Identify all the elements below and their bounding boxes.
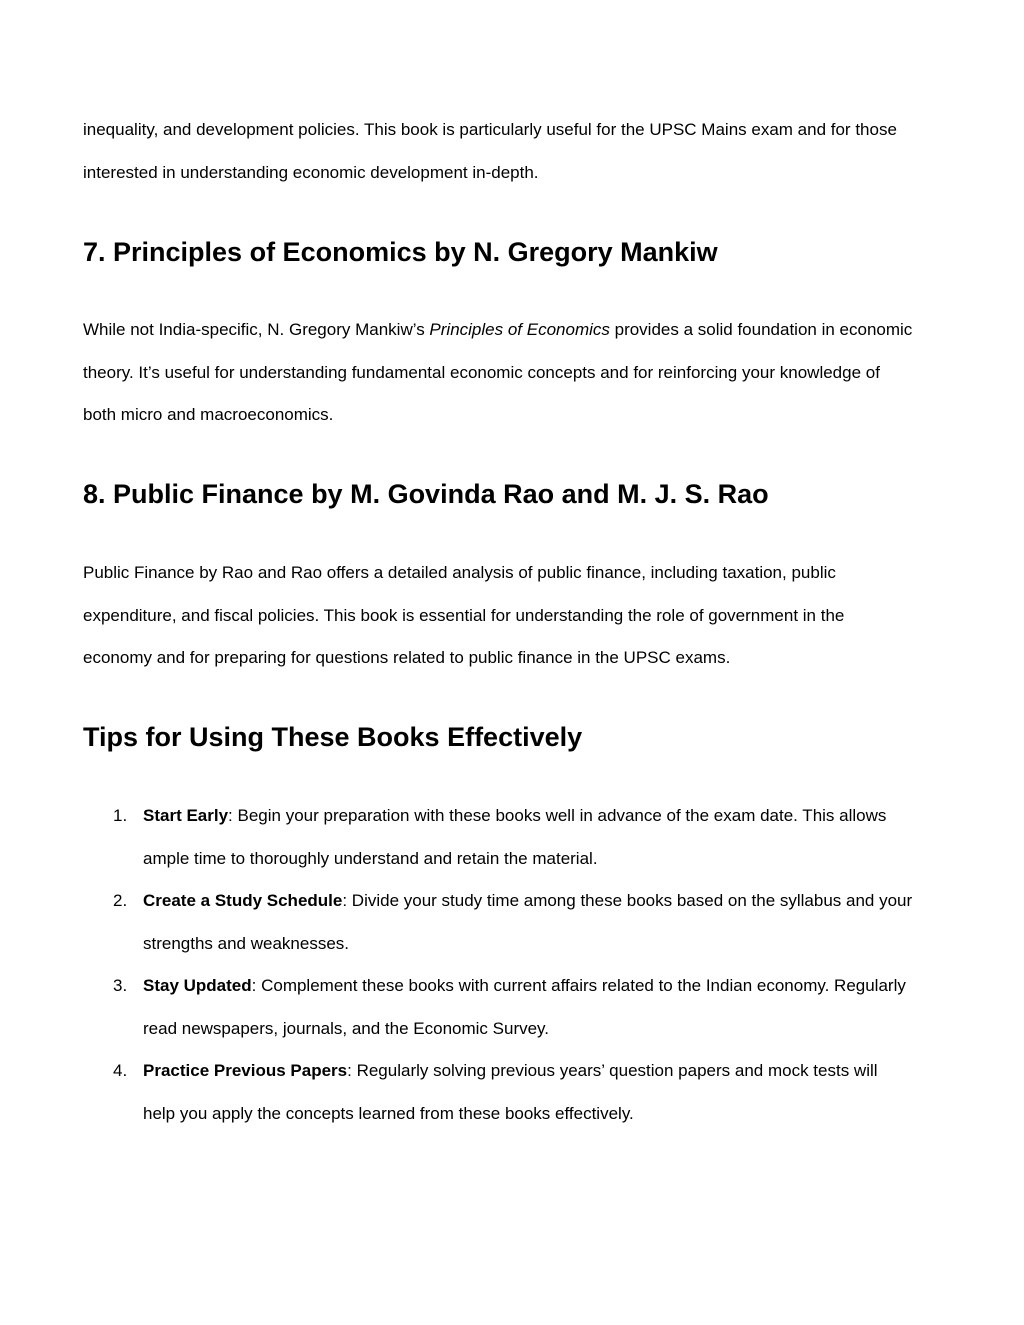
list-item-title: Practice Previous Papers	[143, 1061, 348, 1080]
section-7-text-after: provides a solid foundation in economic theory. It’s useful for understanding fundamental economic concepts and for reinforcing your knowledge of both micro and macroeconomics.	[83, 320, 913, 424]
section-7-paragraph	[83, 309, 913, 437]
list-item-title: Create a Study Schedule	[143, 891, 343, 910]
list-item	[83, 965, 913, 1050]
list-item-title: Start Early	[143, 806, 229, 825]
list-item-text: : Complement these books with current affairs related to the Indian economy. Regularly read newspapers, journals, and the Economic Survey.	[143, 976, 906, 1038]
tips-list	[83, 795, 913, 1135]
book-title-principles-of-economics: Principles of Economics	[429, 320, 610, 339]
section-8-heading: 8. Public Finance by M. Govinda Rao and M. J. S. Rao	[83, 479, 769, 509]
section-7-heading: 7. Principles of Economics by N. Gregory Mankiw	[83, 237, 718, 267]
list-item	[83, 795, 913, 880]
list-item-title: Stay Updated	[143, 976, 252, 995]
tips-heading: Tips for Using These Books Effectively	[83, 722, 583, 752]
list-item	[83, 1050, 913, 1135]
list-item-number: 3.	[113, 976, 128, 995]
section-8-paragraph: Public Finance by Rao and Rao offers a detailed analysis of public finance, including taxation, public expenditure, and fiscal policies. This book is essential for understanding the role of government in the economy and for preparing for questions related to public finance in the UPSC exams.	[83, 563, 845, 667]
intro-paragraph: inequality, and development policies. This book is particularly useful for the UPSC Mains exam and for those interested in understanding economic development in-depth.	[83, 120, 897, 182]
list-item-text: : Begin your preparation with these books well in advance of the exam date. This allows ample time to thoroughly understand and retain the material.	[143, 806, 887, 868]
list-item-number: 1.	[113, 806, 128, 825]
list-item-text: : Regularly solving previous years’ question papers and mock tests will help you apply the concepts learned from these books effectively.	[143, 1061, 878, 1123]
list-item	[83, 880, 913, 965]
list-item-number: 4.	[113, 1061, 128, 1080]
list-item-number: 2.	[113, 891, 128, 910]
section-7-text-before: While not India-specific, N. Gregory Mankiw’s	[83, 320, 430, 339]
list-item-text: : Divide your study time among these books based on the syllabus and your strengths and weaknesses.	[143, 891, 913, 953]
